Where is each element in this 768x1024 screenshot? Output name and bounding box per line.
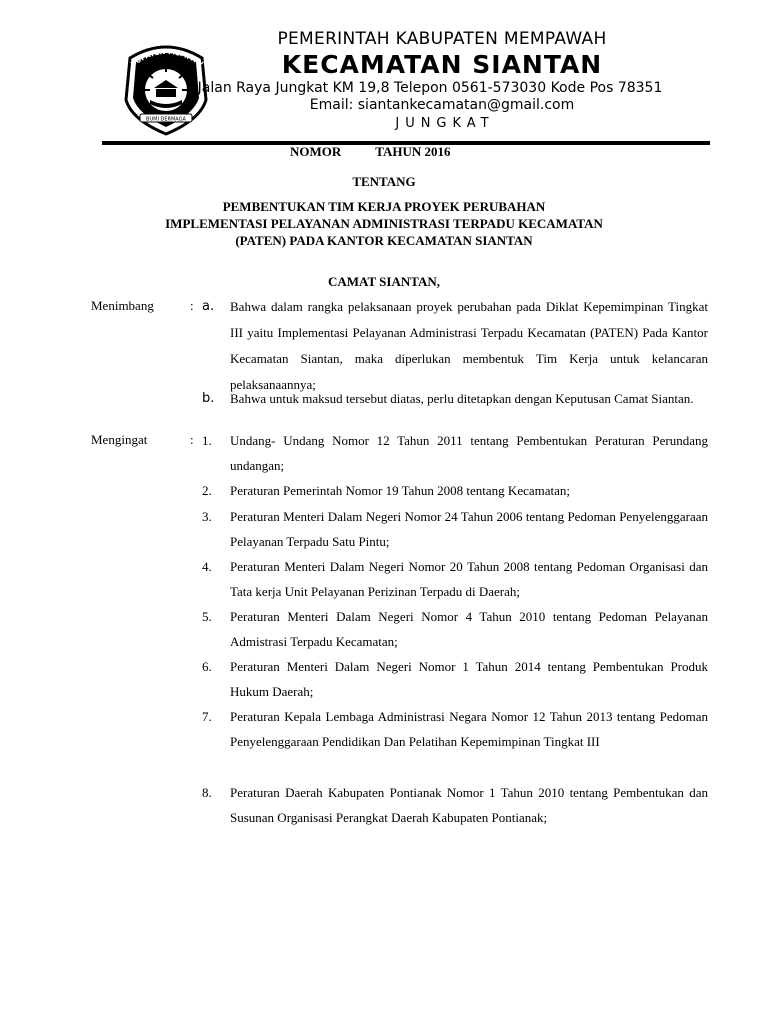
list-marker: 4. bbox=[202, 559, 212, 574]
list-item-text: Peraturan Pemerintah Nomor 19 Tahun 2008 tentang Kecamatan; bbox=[230, 483, 570, 498]
menimbang-colon: : bbox=[190, 298, 194, 313]
mengingat-item bbox=[202, 780, 708, 830]
menimbang-item bbox=[202, 386, 708, 412]
list-marker: 7. bbox=[202, 709, 212, 724]
list-item-text: Bahwa dalam rangka pelaksanaan proyek perubahan pada Diklat Kepemimpinan Tingkat III yaitu Implementasi Pelayanan Administrasi Terpadu Kecamatan (PATEN) Pada Kantor Kecamatan Siantan, maka diperlukan membentuk Tim Kerja untuk kelancaran pelaksanaannya; bbox=[230, 299, 708, 392]
list-marker: 2. bbox=[202, 483, 212, 498]
list-marker: 5. bbox=[202, 609, 212, 624]
mengingat-item bbox=[202, 478, 708, 503]
list-marker: 8. bbox=[202, 785, 212, 800]
government-name: PEMERINTAH KABUPATEN MEMPAWAH bbox=[277, 29, 607, 49]
list-item-text: Peraturan Kepala Lembaga Administrasi Negara Nomor 12 Tahun 2013 tentang Pedoman Penyelenggaraan Pendidikan Dan Pelatihan Kepemimpinan Tingkat III bbox=[230, 709, 708, 749]
mengingat-label: Mengingat bbox=[91, 432, 148, 447]
mengingat-item bbox=[202, 604, 708, 654]
decree-title-line-1: PEMBENTUKAN TIM KERJA PROYEK PERUBAHAN bbox=[222, 199, 546, 214]
logo-motto: BUMI DERMAGA bbox=[146, 116, 186, 123]
decree-title-line-2: IMPLEMENTASI PELAYANAN ADMINISTRASI TERPADU KECAMATAN bbox=[165, 216, 603, 231]
list-marker: 6. bbox=[202, 659, 212, 674]
office-address: Jalan Raya Jungkat KM 19,8 Telepon 0561-573030 Kode Pos 78351 bbox=[197, 80, 663, 96]
office-email: Email: siantankecamatan@gmail.com bbox=[309, 97, 575, 113]
mengingat-item bbox=[202, 554, 708, 604]
list-item-text: Undang- Undang Nomor 12 Tahun 2011 tentang Pembentukan Peraturan Perundang undangan; bbox=[230, 433, 708, 473]
office-city: JUNGKAT bbox=[395, 116, 495, 131]
mengingat-item bbox=[202, 704, 708, 754]
mengingat-item bbox=[202, 504, 708, 554]
mengingat-colon: : bbox=[190, 432, 194, 447]
logo-ring-text: BUPATEN MEMPAW bbox=[129, 47, 205, 69]
menimbang-label: Menimbang bbox=[91, 298, 154, 313]
mengingat-item bbox=[202, 428, 708, 478]
list-item-text: Peraturan Menteri Dalam Negeri Nomor 4 Tahun 2010 tentang Pedoman Pelayanan Admistrasi Terpadu Kecamatan; bbox=[230, 609, 708, 649]
decree-title bbox=[0, 198, 768, 249]
list-marker: 3. bbox=[202, 509, 212, 524]
tentang-heading: TENTANG bbox=[352, 174, 416, 189]
list-item-text: Peraturan Menteri Dalam Negeri Nomor 24 Tahun 2006 tentang Pedoman Penyelenggaraan Pelayanan Terpadu Satu Pintu; bbox=[230, 509, 708, 549]
decree-number-line bbox=[290, 144, 451, 160]
list-item-text: Bahwa untuk maksud tersebut diatas, perlu ditetapkan dengan Keputusan Camat Siantan. bbox=[230, 391, 694, 406]
list-item-text: Peraturan Daerah Kabupaten Pontianak Nomor 1 Tahun 2010 tentang Pembentukan dan Susunan Organisasi Perangkat Daerah Kabupaten Pontianak; bbox=[230, 785, 708, 825]
list-marker: b. bbox=[202, 391, 215, 406]
decree-title-line-3: (PATEN) PADA KANTOR KECAMATAN SIANTAN bbox=[235, 233, 533, 248]
nomor-label: NOMOR bbox=[290, 144, 342, 159]
list-marker: a. bbox=[202, 299, 215, 314]
list-item-text: Peraturan Menteri Dalam Negeri Nomor 1 Tahun 2014 tentang Pembentukan Produk Hukum Daerah; bbox=[230, 659, 708, 699]
menimbang-item bbox=[202, 294, 708, 398]
mengingat-item bbox=[202, 654, 708, 704]
list-item-text: Peraturan Menteri Dalam Negeri Nomor 20 Tahun 2008 tentang Pedoman Organisasi dan Tata kerja Unit Pelayanan Perizinan Terpadu di Daerah; bbox=[230, 559, 708, 599]
list-marker: 1. bbox=[202, 433, 212, 448]
letterhead-text bbox=[197, 28, 684, 133]
tahun-label: TAHUN 2016 bbox=[375, 144, 451, 159]
decree-issuer: CAMAT SIANTAN, bbox=[328, 274, 440, 289]
office-name: KECAMATAN SIANTAN bbox=[281, 50, 603, 79]
